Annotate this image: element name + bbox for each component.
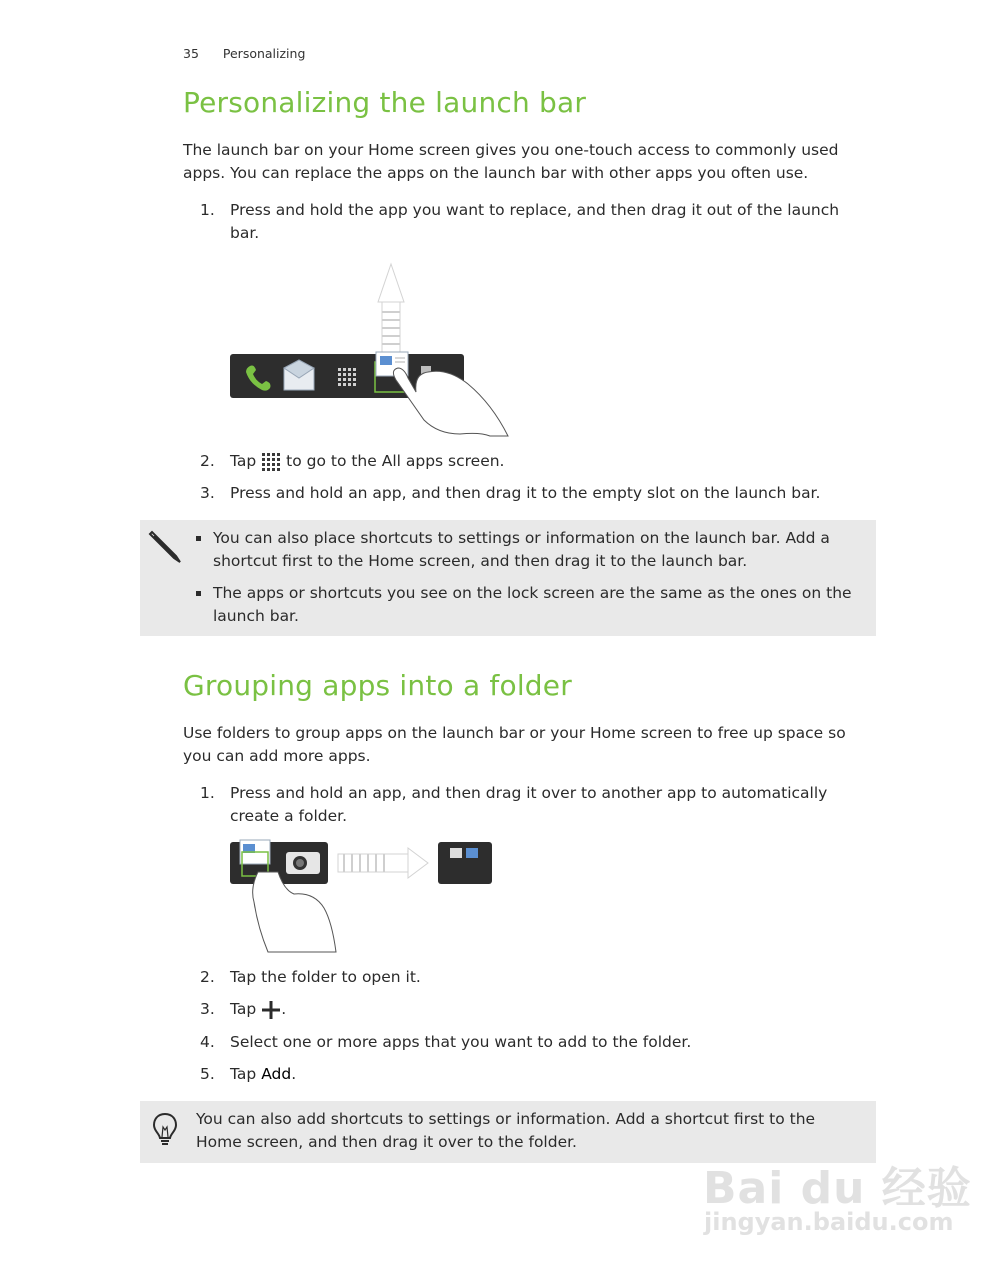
pencil-note-icon xyxy=(146,530,184,566)
launch-bar-drag-illustration xyxy=(228,262,518,440)
tip-text: You can also add shortcuts to settings or information. Add a shortcut first to the Home screen, and then drag it over to the folder. xyxy=(196,1110,816,1151)
intro-paragraph-folders: Use folders to group apps on the launch bar or your Home screen to free up space so you can add more apps. xyxy=(183,724,846,765)
section-title-launch-bar: Personalizing the launch bar xyxy=(183,86,587,119)
camera-icon xyxy=(286,852,320,874)
watermark-brand: Bai du 经验 xyxy=(703,1163,972,1214)
add-label: Add xyxy=(261,1065,292,1083)
plus-icon xyxy=(261,1000,281,1020)
intro-paragraph-launch-bar: The launch bar on your Home screen gives you one-touch access to commonly used apps. You can replace the apps on the launch bar with other apps you often use. xyxy=(183,141,839,182)
section-name: Personalizing xyxy=(222,46,306,61)
page-number: 35 xyxy=(183,46,199,61)
up-arrow-icon xyxy=(378,264,404,352)
all-apps-grid-icon xyxy=(261,452,281,472)
right-arrow-icon xyxy=(338,848,428,878)
section-title-folders: Grouping apps into a folder xyxy=(183,669,572,702)
lightbulb-icon xyxy=(152,1112,178,1148)
page-header xyxy=(183,46,305,61)
create-folder-illustration xyxy=(228,838,498,954)
watermark-url: jingyan.baidu.com xyxy=(704,1208,954,1236)
folder-icon xyxy=(438,842,492,884)
